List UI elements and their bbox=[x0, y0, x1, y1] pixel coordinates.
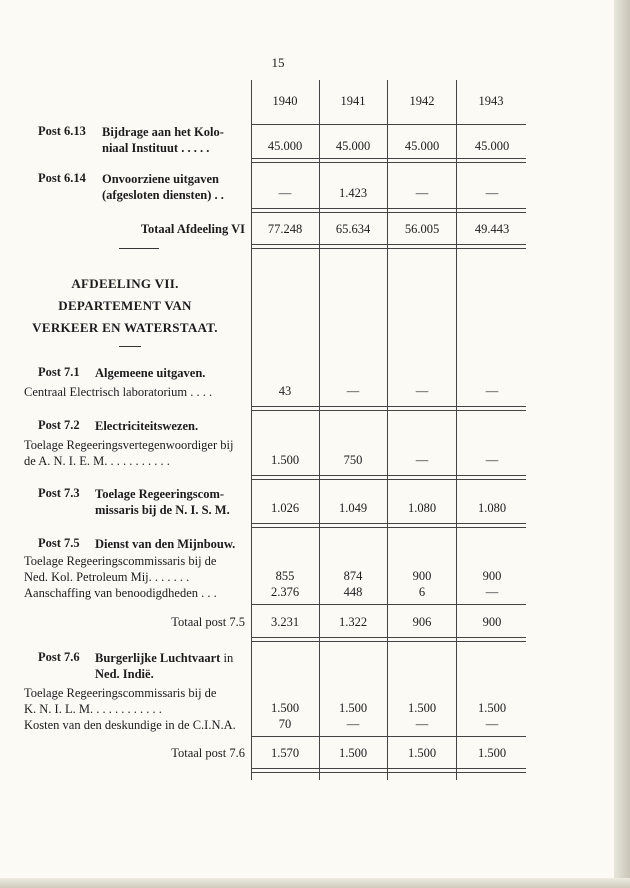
post-7-3-title-line2: missaris bij de N. I. S. M. bbox=[95, 503, 230, 517]
post-7-6-item1-line2: K. N. I. L. M. . . . . . . . . . . . bbox=[24, 702, 162, 716]
page-edge bbox=[614, 0, 630, 888]
post-6-13-title-line2: niaal Instituut . . . . . bbox=[102, 141, 210, 155]
separator-rule bbox=[119, 346, 141, 347]
post-7-2-item-line1: Toelage Regeeringsvertegenwoordiger bij bbox=[24, 438, 234, 452]
post-7-5-item1-line1: Toelage Regeeringscommissaris bij de bbox=[24, 554, 217, 568]
cell-6-14-1940: — bbox=[278, 186, 292, 200]
cell-totaal-7-6-1940: 1.570 bbox=[270, 746, 300, 760]
cell-7-5-item2-1943: — bbox=[485, 585, 499, 599]
cell-7-6-item1-1942: 1.500 bbox=[407, 701, 437, 715]
cell-6-13-1942: 45.000 bbox=[404, 139, 440, 153]
double-rule bbox=[251, 208, 526, 213]
double-rule bbox=[251, 406, 526, 411]
cell-7-5-item2-1942: 6 bbox=[418, 585, 426, 599]
post-7-3-title-line1: Toelage Regeeringscom- bbox=[95, 487, 225, 501]
year-header-1941: 1941 bbox=[340, 94, 366, 108]
cell-7-1-1943: — bbox=[485, 384, 499, 398]
post-6-13-label: Post 6.13 bbox=[38, 124, 86, 138]
totaal-post-7-6-label: Totaal post 7.6 bbox=[171, 746, 245, 760]
cell-6-13-1940: 45.000 bbox=[267, 139, 303, 153]
year-header-1940: 1940 bbox=[272, 94, 298, 108]
header-rule bbox=[251, 124, 526, 125]
cell-7-3-1942: 1.080 bbox=[407, 501, 437, 515]
post-7-6-title bbox=[95, 650, 233, 666]
cell-totaal-7-5-1941: 1.322 bbox=[338, 615, 368, 629]
post-7-5-item1-line2: Ned. Kol. Petroleum Mij. . . . . . . bbox=[24, 570, 190, 584]
cell-7-6-item2-1943: — bbox=[485, 717, 499, 731]
post-7-6-title-part2: in bbox=[223, 651, 234, 665]
cell-7-6-item2-1941: — bbox=[346, 717, 360, 731]
cell-totaal-7-5-1940: 3.231 bbox=[270, 615, 300, 629]
post-7-1-item: Centraal Electrisch laboratorium . . . . bbox=[24, 385, 213, 399]
cell-7-2-1941: 750 bbox=[343, 453, 363, 467]
cell-6-14-1942: — bbox=[415, 186, 429, 200]
section-heading-line3: VERKEER EN WATERSTAAT. bbox=[32, 320, 218, 335]
separator-rule bbox=[119, 248, 159, 249]
column-divider bbox=[319, 80, 320, 780]
cell-7-1-1941: — bbox=[346, 384, 360, 398]
cell-7-5-item1-1942: 900 bbox=[412, 569, 432, 583]
cell-totaal-7-6-1943: 1.500 bbox=[477, 746, 507, 760]
double-rule bbox=[251, 475, 526, 480]
cell-6-13-1943: 45.000 bbox=[474, 139, 510, 153]
year-header-1943: 1943 bbox=[478, 94, 504, 108]
totaal-post-7-5-label: Totaal post 7.5 bbox=[171, 615, 245, 629]
double-rule bbox=[251, 768, 526, 773]
post-7-5-label: Post 7.5 bbox=[38, 536, 80, 550]
cell-7-6-item1-1943: 1.500 bbox=[477, 701, 507, 715]
post-7-6-title-part1: Burgerlijke Luchtvaart bbox=[95, 651, 221, 665]
cell-totaal-vi-1942: 56.005 bbox=[404, 222, 440, 236]
cell-6-14-1941: 1.423 bbox=[338, 186, 368, 200]
cell-totaal-7-5-1943: 900 bbox=[482, 615, 502, 629]
cell-7-5-item2-1941: 448 bbox=[343, 585, 363, 599]
cell-totaal-vi-1941: 65.634 bbox=[335, 222, 371, 236]
subtotal-rule bbox=[251, 736, 526, 737]
cell-7-3-1943: 1.080 bbox=[477, 501, 507, 515]
cell-7-5-item1-1941: 874 bbox=[343, 569, 363, 583]
post-7-6-label: Post 7.6 bbox=[38, 650, 80, 664]
cell-7-2-1943: — bbox=[485, 453, 499, 467]
post-7-3-label: Post 7.3 bbox=[38, 486, 80, 500]
year-header-1942: 1942 bbox=[409, 94, 435, 108]
cell-7-6-item1-1941: 1.500 bbox=[338, 701, 368, 715]
column-divider bbox=[456, 80, 457, 780]
subtotal-rule bbox=[251, 604, 526, 605]
double-rule bbox=[251, 637, 526, 642]
cell-7-6-item2-1940: 70 bbox=[278, 717, 292, 731]
section-heading-line2: DEPARTEMENT VAN bbox=[58, 298, 192, 313]
cell-totaal-7-6-1941: 1.500 bbox=[338, 746, 368, 760]
post-6-13-title-line1: Bijdrage aan het Kolo- bbox=[102, 125, 224, 139]
post-7-5-title: Dienst van den Mijnbouw. bbox=[95, 537, 236, 551]
post-7-6-item1-line1: Toelage Regeeringscommissaris bij de bbox=[24, 686, 217, 700]
cell-totaal-vi-1940: 77.248 bbox=[267, 222, 303, 236]
page-number: 15 bbox=[271, 55, 285, 70]
cell-totaal-7-6-1942: 1.500 bbox=[407, 746, 437, 760]
cell-7-6-item2-1942: — bbox=[415, 717, 429, 731]
post-6-14-title-line2: (afgesloten diensten) . . bbox=[102, 188, 224, 202]
section-heading-line1: AFDEELING VII. bbox=[71, 276, 179, 291]
cell-7-2-1940: 1.500 bbox=[270, 453, 300, 467]
post-6-14-title-line1: Onvoorziene uitgaven bbox=[102, 172, 220, 186]
cell-7-5-item2-1940: 2.376 bbox=[270, 585, 300, 599]
cell-7-6-item1-1940: 1.500 bbox=[270, 701, 300, 715]
column-divider bbox=[387, 80, 388, 780]
post-7-2-label: Post 7.2 bbox=[38, 418, 80, 432]
post-7-2-item-line2: de A. N. I. E. M. . . . . . . . . . . bbox=[24, 454, 170, 468]
cell-7-3-1941: 1.049 bbox=[338, 501, 368, 515]
post-7-1-label: Post 7.1 bbox=[38, 365, 80, 379]
post-7-6-item2: Kosten van den deskundige in de C.I.N.A. bbox=[24, 718, 236, 732]
cell-totaal-7-5-1942: 906 bbox=[412, 615, 432, 629]
cell-7-2-1942: — bbox=[415, 453, 429, 467]
post-7-5-item2: Aanschaffing van benoodigdheden . . . bbox=[24, 586, 217, 600]
cell-6-14-1943: — bbox=[485, 186, 499, 200]
post-7-6-title-line2: Ned. Indië. bbox=[95, 667, 154, 681]
post-6-14-label: Post 6.14 bbox=[38, 171, 86, 185]
double-rule bbox=[251, 244, 526, 249]
cell-7-5-item1-1943: 900 bbox=[482, 569, 502, 583]
page-edge-bottom bbox=[0, 878, 630, 888]
cell-7-1-1942: — bbox=[415, 384, 429, 398]
column-divider bbox=[251, 80, 252, 780]
post-7-2-title: Electriciteitswezen. bbox=[95, 419, 199, 433]
cell-7-1-1940: 43 bbox=[278, 384, 292, 398]
double-rule bbox=[251, 158, 526, 163]
cell-6-13-1941: 45.000 bbox=[335, 139, 371, 153]
totaal-vi-label: Totaal Afdeeling VI bbox=[140, 222, 245, 236]
post-7-1-title: Algemeene uitgaven. bbox=[95, 366, 206, 380]
cell-totaal-vi-1943: 49.443 bbox=[474, 222, 510, 236]
double-rule bbox=[251, 523, 526, 528]
cell-7-5-item1-1940: 855 bbox=[275, 569, 295, 583]
cell-7-3-1940: 1.026 bbox=[270, 501, 300, 515]
